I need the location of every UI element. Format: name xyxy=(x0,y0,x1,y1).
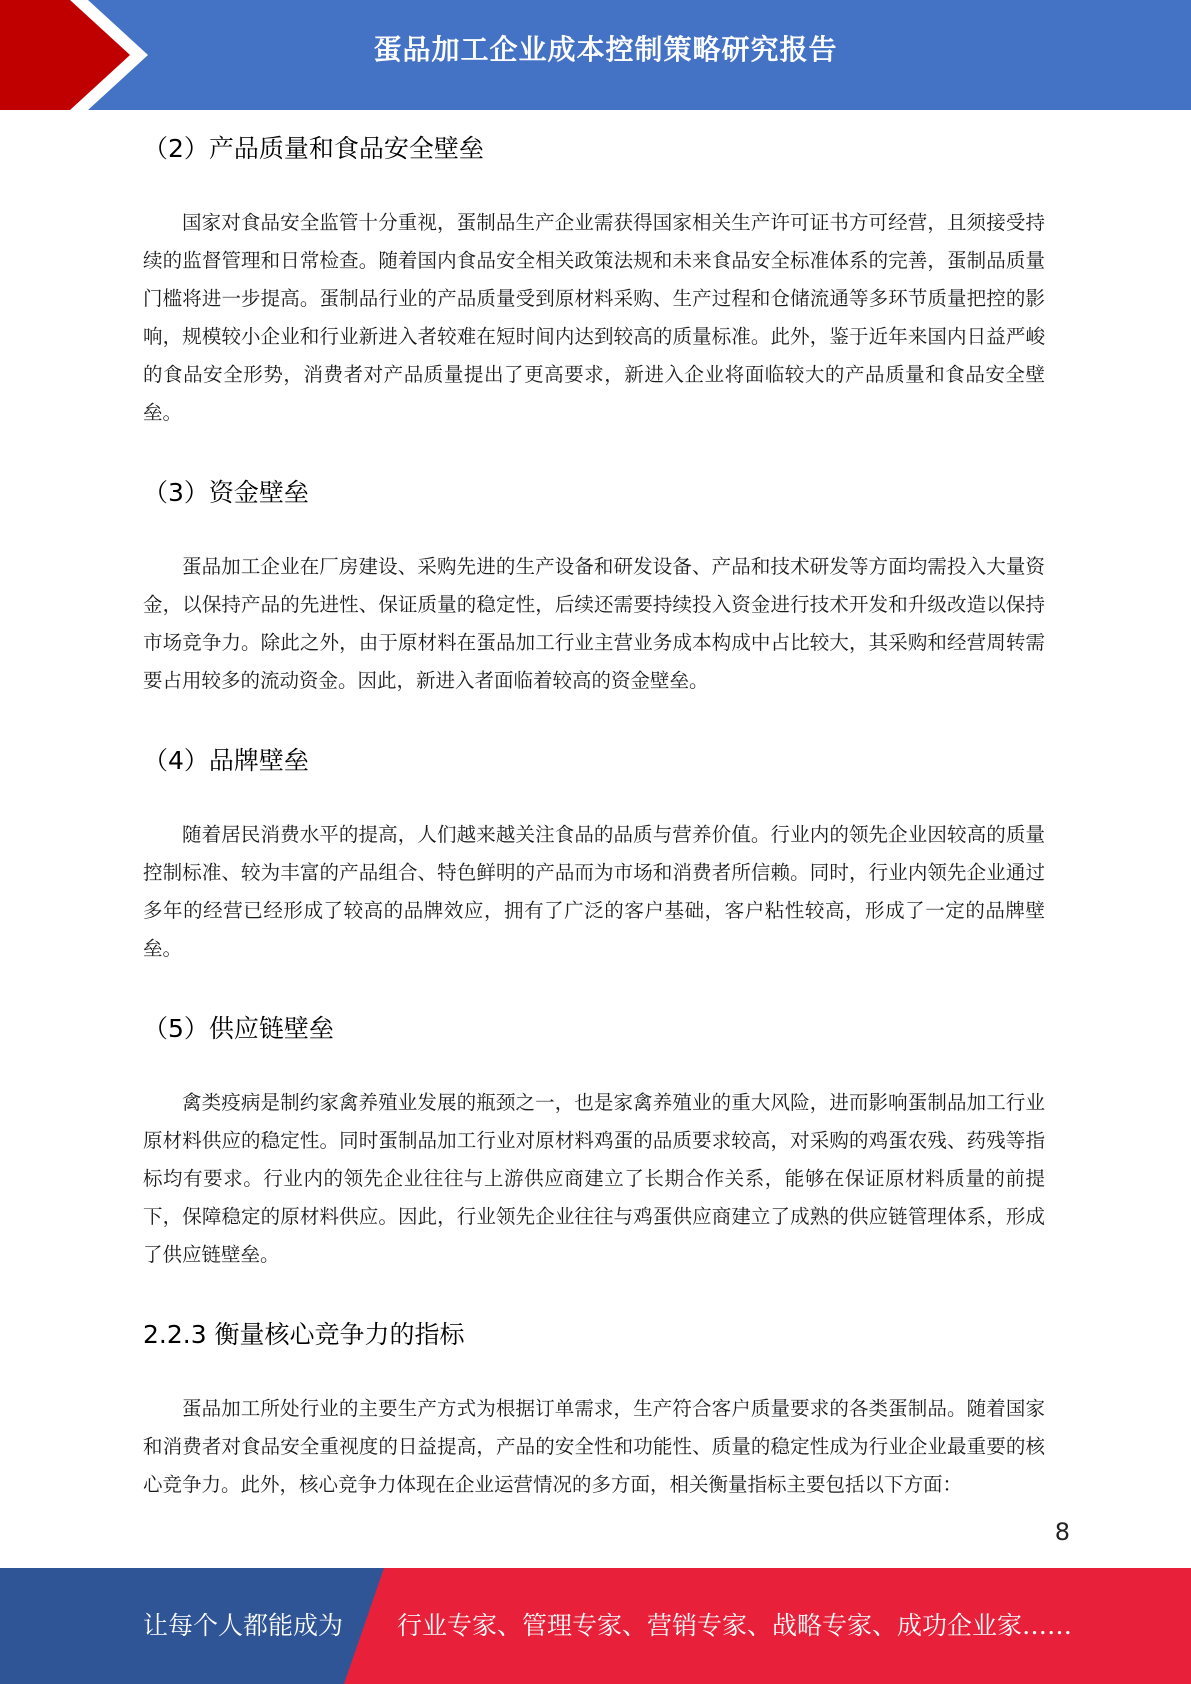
section-paragraph: 国家对食品安全监管十分重视，蛋制品生产企业需获得国家相关生产许可证书方可经营，且须接受持续的监督管理和日常检查。随着国内食品安全相关政策法规和未来食品安全标准体系的完善，蛋制品质量门槛将进一步提高。蛋制品行业的产品质量受到原材料采购、生产过程和仓储流通等多环节质量把控的影响，规模较小企业和行业新进入者较难在短时间内达到较高的质量标准。此外，鉴于近年来国内日益严峻的食品安全形势，消费者对产品质量提出了更高要求，新进入企业将面临较大的产品质量和食品安全壁垒。 xyxy=(143,211,1045,424)
footer-slogan-right: 行业专家、管理专家、营销专家、战略专家、成功企业家…… xyxy=(397,1611,1073,1640)
footer-slogan-left: 让每个人都能成为 xyxy=(143,1611,344,1640)
section-heading: （3）资金壁垒 xyxy=(143,478,309,507)
page-number: 8 xyxy=(1054,1518,1070,1546)
document-body xyxy=(143,120,1045,1504)
section-paragraph: 随着居民消费水平的提高，人们越来越关注食品的品质与营养价值。行业内的领先企业因较高的质量控制标准、较为丰富的产品组合、特色鲜明的产品而为市场和消费者所信赖。同时，行业内领先企业通过多年的经营已经形成了较高的品牌效应，拥有了广泛的客户基础，客户粘性较高，形成了一定的品牌壁垒。 xyxy=(143,823,1045,960)
page-header xyxy=(0,0,1191,110)
header-arrow-decoration xyxy=(0,0,160,110)
page-footer xyxy=(0,1568,1191,1684)
section-paragraph: 蛋品加工所处行业的主要生产方式为根据订单需求，生产符合客户质量要求的各类蛋制品。随着国家和消费者对食品安全重视度的日益提高，产品的安全性和功能性、质量的稳定性成为行业企业最重要的核心竞争力。此外，核心竞争力体现在企业运营情况的多方面，相关衡量指标主要包括以下方面： xyxy=(143,1397,1045,1496)
subsection-heading: 2.2.3 衡量核心竞争力的指标 xyxy=(143,1320,465,1349)
section-heading: （2）产品质量和食品安全壁垒 xyxy=(143,134,484,163)
section-paragraph: 禽类疫病是制约家禽养殖业发展的瓶颈之一，也是家禽养殖业的重大风险，进而影响蛋制品加工行业原材料供应的稳定性。同时蛋制品加工行业对原材料鸡蛋的品质要求较高，对采购的鸡蛋农残、药残等指标均有要求。行业内的领先企业往往与上游供应商建立了长期合作关系，能够在保证原材料质量的前提下，保障稳定的原材料供应。因此，行业领先企业往往与鸡蛋供应商建立了成熟的供应链管理体系，形成了供应链壁垒。 xyxy=(143,1091,1045,1266)
header-title: 蛋品加工企业成本控制策略研究报告 xyxy=(373,33,838,66)
section-heading: （5）供应链壁垒 xyxy=(143,1014,334,1043)
section-paragraph: 蛋品加工企业在厂房建设、采购先进的生产设备和研发设备、产品和技术研发等方面均需投入大量资金，以保持产品的先进性、保证质量的稳定性，后续还需要持续投入资金进行技术开发和升级改造以保持市场竞争力。除此之外，由于原材料在蛋品加工行业主营业务成本构成中占比较大，其采购和经营周转需要占用较多的流动资金。因此，新进入者面临着较高的资金壁垒。 xyxy=(143,555,1045,692)
section-heading: （4）品牌壁垒 xyxy=(143,746,309,775)
